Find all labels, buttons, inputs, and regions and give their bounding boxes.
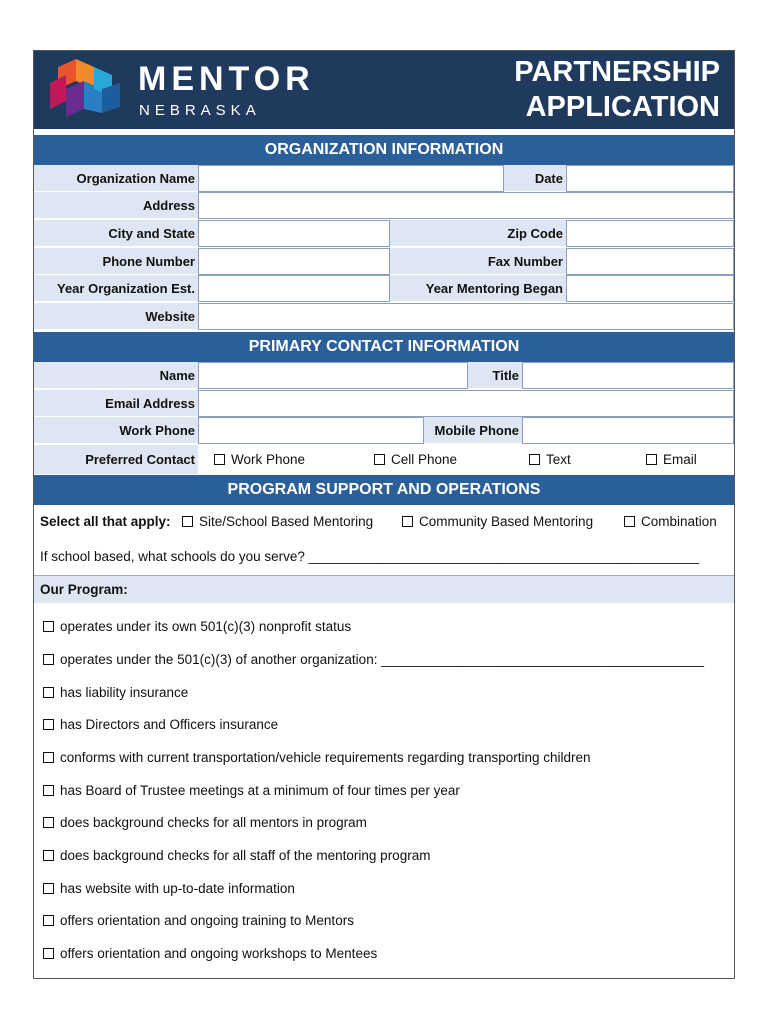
program-item[interactable]: has Directors and Officers insurance bbox=[43, 717, 278, 732]
org-name-label: Organization Name bbox=[34, 165, 198, 192]
website-row bbox=[34, 303, 734, 331]
mobile-phone-field[interactable] bbox=[522, 417, 734, 444]
phone-field[interactable] bbox=[198, 248, 390, 275]
header-banner bbox=[34, 51, 734, 129]
our-program-heading: Our Program: bbox=[34, 575, 734, 603]
school-question[interactable]: If school based, what schools do you serve? ____________________________________________________ bbox=[40, 549, 700, 564]
email-row bbox=[34, 390, 734, 418]
community-based-checkbox[interactable]: Community Based Mentoring bbox=[402, 508, 593, 535]
preferred-contact-label: Preferred Contact bbox=[34, 445, 198, 475]
preferred-work-phone-checkbox[interactable]: Work Phone bbox=[214, 445, 305, 475]
date-label: Date bbox=[504, 165, 566, 192]
program-item[interactable]: has website with up-to-date information bbox=[43, 881, 295, 896]
org-name-field[interactable] bbox=[198, 165, 504, 192]
year-row bbox=[34, 275, 734, 303]
work-phone-field[interactable] bbox=[198, 417, 424, 444]
contact-name-label: Name bbox=[34, 362, 198, 389]
program-item[interactable]: offers orientation and ongoing workshops to Mentees bbox=[43, 946, 377, 961]
contact-title-label: Title bbox=[468, 362, 522, 389]
organization-section-header: ORGANIZATION INFORMATION bbox=[34, 135, 734, 165]
work-phone-label: Work Phone bbox=[34, 417, 198, 444]
contact-section-header: PRIMARY CONTACT INFORMATION bbox=[34, 332, 734, 362]
org-name-row bbox=[34, 165, 734, 193]
city-state-label: City and State bbox=[34, 220, 198, 247]
city-state-field[interactable] bbox=[198, 220, 390, 247]
brand-name: MENTOR bbox=[138, 60, 315, 98]
date-field[interactable] bbox=[566, 165, 734, 192]
website-field[interactable] bbox=[198, 303, 734, 330]
program-item[interactable]: does background checks for all staff of the mentoring program bbox=[43, 848, 430, 863]
year-est-label: Year Organization Est. bbox=[34, 275, 198, 302]
preferred-contact-row bbox=[34, 445, 734, 475]
program-section-header: PROGRAM SUPPORT AND OPERATIONS bbox=[34, 475, 734, 505]
combination-checkbox[interactable]: Combination bbox=[624, 508, 717, 535]
program-item[interactable]: offers orientation and ongoing training to Mentors bbox=[43, 913, 354, 928]
work-phone-row bbox=[34, 417, 734, 445]
email-label: Email Address bbox=[34, 390, 198, 417]
program-item[interactable]: conforms with current transportation/vehicle requirements regarding transporting children bbox=[43, 750, 591, 765]
title-line-2: APPLICATION bbox=[525, 91, 720, 123]
application-form bbox=[33, 50, 735, 979]
program-item[interactable]: has Board of Trustee meetings at a minimum of four times per year bbox=[43, 783, 460, 798]
select-all-label: Select all that apply: bbox=[40, 514, 171, 529]
year-mentoring-label: Year Mentoring Began bbox=[390, 275, 566, 302]
zip-field[interactable] bbox=[566, 220, 734, 247]
year-mentoring-field[interactable] bbox=[566, 275, 734, 302]
preferred-text-checkbox[interactable]: Text bbox=[529, 445, 571, 475]
year-est-field[interactable] bbox=[198, 275, 390, 302]
program-item[interactable]: does background checks for all mentors in program bbox=[43, 815, 367, 830]
address-label: Address bbox=[34, 192, 198, 219]
title-line-1: PARTNERSHIP bbox=[514, 56, 720, 88]
program-item[interactable]: operates under the 501(c)(3) of another organization: ___________________________________________ bbox=[43, 652, 704, 667]
school-based-checkbox[interactable]: Site/School Based Mentoring bbox=[182, 508, 373, 535]
city-state-row bbox=[34, 220, 734, 248]
preferred-cell-phone-checkbox[interactable]: Cell Phone bbox=[374, 445, 457, 475]
program-item[interactable]: has liability insurance bbox=[43, 685, 188, 700]
preferred-email-checkbox[interactable]: Email bbox=[646, 445, 697, 475]
program-item[interactable]: operates under its own 501(c)(3) nonprofit status bbox=[43, 619, 351, 634]
brand-subtitle: NEBRASKA bbox=[139, 102, 261, 119]
address-field[interactable] bbox=[198, 192, 734, 219]
page-title bbox=[460, 55, 720, 125]
contact-name-field[interactable] bbox=[198, 362, 468, 389]
phone-row bbox=[34, 248, 734, 276]
contact-title-field[interactable] bbox=[522, 362, 734, 389]
fax-label: Fax Number bbox=[390, 248, 566, 275]
phone-label: Phone Number bbox=[34, 248, 198, 275]
email-field[interactable] bbox=[198, 390, 734, 417]
mobile-phone-label: Mobile Phone bbox=[424, 417, 522, 444]
fax-field[interactable] bbox=[566, 248, 734, 275]
website-label: Website bbox=[34, 303, 198, 330]
address-row bbox=[34, 192, 734, 220]
mentor-logo-icon bbox=[48, 57, 124, 121]
contact-name-row bbox=[34, 362, 734, 390]
zip-label: Zip Code bbox=[390, 220, 566, 247]
